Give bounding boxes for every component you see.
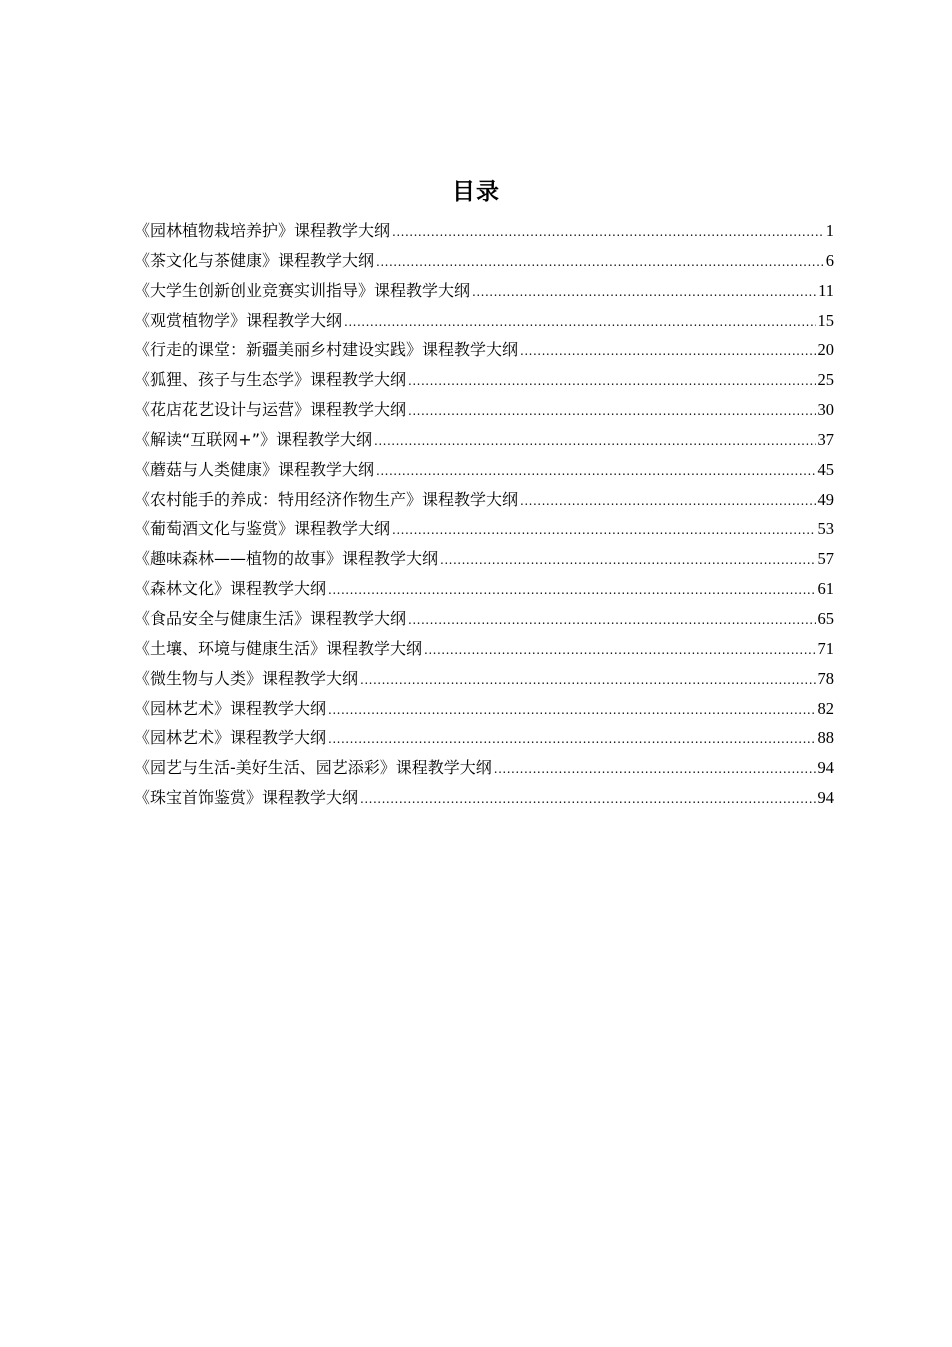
toc-dot-leader xyxy=(376,457,815,487)
toc-entry-title: 《园林艺术》课程教学大纲 xyxy=(134,728,327,748)
toc-entry[interactable] xyxy=(134,634,834,664)
toc-dot-leader xyxy=(376,248,824,278)
toc-dot-leader xyxy=(328,725,815,755)
toc-page-number: 25 xyxy=(817,370,834,390)
toc-dot-leader xyxy=(344,308,815,338)
toc-entry[interactable] xyxy=(134,783,834,813)
toc-entry[interactable] xyxy=(134,604,834,634)
toc-page-number: 30 xyxy=(817,400,834,420)
toc-entry[interactable] xyxy=(134,365,834,395)
toc-page-number: 88 xyxy=(817,728,834,748)
table-of-contents xyxy=(134,216,834,813)
toc-dot-leader xyxy=(328,576,815,606)
toc-dot-leader xyxy=(520,337,815,367)
toc-entry-title: 《园林植物栽培养护》课程教学大纲 xyxy=(134,221,391,240)
toc-entry[interactable] xyxy=(134,544,834,574)
toc-entry-title: 《微生物与人类》课程教学大纲 xyxy=(134,668,359,688)
toc-dot-leader xyxy=(392,218,824,248)
toc-page-number: 6 xyxy=(825,250,834,270)
toc-entry-title: 《趣味森林——植物的故事》课程教学大纲 xyxy=(134,549,439,569)
toc-entry-title: 《食品安全与健康生活》课程教学大纲 xyxy=(134,608,407,628)
toc-entry[interactable] xyxy=(134,216,834,246)
toc-dot-leader xyxy=(408,606,815,636)
toc-dot-leader xyxy=(494,755,816,785)
toc-entry[interactable] xyxy=(134,246,834,276)
toc-entry-title: 《园林艺术》课程教学大纲 xyxy=(134,698,327,718)
toc-entry[interactable] xyxy=(134,694,834,724)
toc-page-number: 82 xyxy=(817,698,834,718)
toc-page-number: 65 xyxy=(817,608,834,628)
toc-entry-title: 《狐狸、孩子与生态学》课程教学大纲 xyxy=(134,370,407,390)
toc-entry-title: 《行走的课堂：新疆美丽乡村建设实践》课程教学大纲 xyxy=(134,340,519,360)
toc-page-number: 20 xyxy=(817,340,834,360)
toc-entry-title: 《葡萄酒文化与鉴赏》课程教学大纲 xyxy=(134,519,391,539)
toc-entry-title: 《农村能手的养成：特用经济作物生产》课程教学大纲 xyxy=(134,489,519,509)
toc-entry-title: 《大学生创新创业竞赛实训指导》课程教学大纲 xyxy=(134,280,471,300)
toc-dot-leader xyxy=(520,487,815,517)
toc-entry[interactable] xyxy=(134,455,834,485)
toc-dot-leader xyxy=(408,397,815,427)
page-title: 目录 xyxy=(452,179,500,205)
toc-entry[interactable] xyxy=(134,753,834,783)
toc-entry[interactable] xyxy=(134,395,834,425)
toc-entry-title: 《土壤、环境与健康生活》课程教学大纲 xyxy=(134,638,423,658)
toc-entry[interactable] xyxy=(134,276,834,306)
toc-page-number: 53 xyxy=(817,519,834,539)
toc-page-number: 71 xyxy=(817,638,834,658)
toc-dot-leader xyxy=(424,636,815,666)
toc-page-number: 15 xyxy=(817,310,834,330)
toc-entry-title: 《观赏植物学》课程教学大纲 xyxy=(134,310,343,330)
toc-entry-title: 《花店花艺设计与运营》课程教学大纲 xyxy=(134,400,407,420)
toc-dot-leader xyxy=(360,785,815,815)
toc-entry[interactable] xyxy=(134,306,834,336)
toc-entry[interactable] xyxy=(134,723,834,753)
toc-page-number: 11 xyxy=(818,280,834,300)
toc-dot-leader xyxy=(374,427,816,457)
toc-page-number: 94 xyxy=(817,788,834,808)
toc-entry[interactable] xyxy=(134,485,834,515)
toc-dot-leader xyxy=(328,696,815,726)
toc-entry-title: 《森林文化》课程教学大纲 xyxy=(134,579,327,599)
toc-entry[interactable] xyxy=(134,514,834,544)
toc-entry[interactable] xyxy=(134,335,834,365)
toc-page-number: 78 xyxy=(817,668,834,688)
toc-page-number: 49 xyxy=(817,489,834,509)
toc-entry-title: 《园艺与生活-美好生活、园艺添彩》课程教学大纲 xyxy=(134,758,492,778)
toc-page-number: 57 xyxy=(817,549,834,569)
toc-dot-leader xyxy=(360,666,815,696)
toc-page-number: 61 xyxy=(817,579,834,599)
toc-dot-leader xyxy=(392,516,815,546)
toc-entry-title: 《茶文化与茶健康》课程教学大纲 xyxy=(134,250,375,270)
toc-entry[interactable] xyxy=(134,664,834,694)
toc-page-number: 45 xyxy=(817,459,834,479)
toc-dot-leader xyxy=(440,546,815,576)
toc-dot-leader xyxy=(408,367,815,397)
toc-page-number: 1 xyxy=(825,221,834,240)
toc-dot-leader xyxy=(472,278,816,308)
toc-entry-title: 《蘑菇与人类健康》课程教学大纲 xyxy=(134,459,375,479)
toc-page-number: 37 xyxy=(817,429,834,449)
toc-entry-title: 《珠宝首饰鉴赏》课程教学大纲 xyxy=(134,788,359,808)
toc-entry[interactable] xyxy=(134,574,834,604)
toc-entry-title: 《解读“互联网+”》课程教学大纲 xyxy=(134,429,372,449)
toc-page-number: 94 xyxy=(817,758,834,778)
toc-entry[interactable] xyxy=(134,425,834,455)
